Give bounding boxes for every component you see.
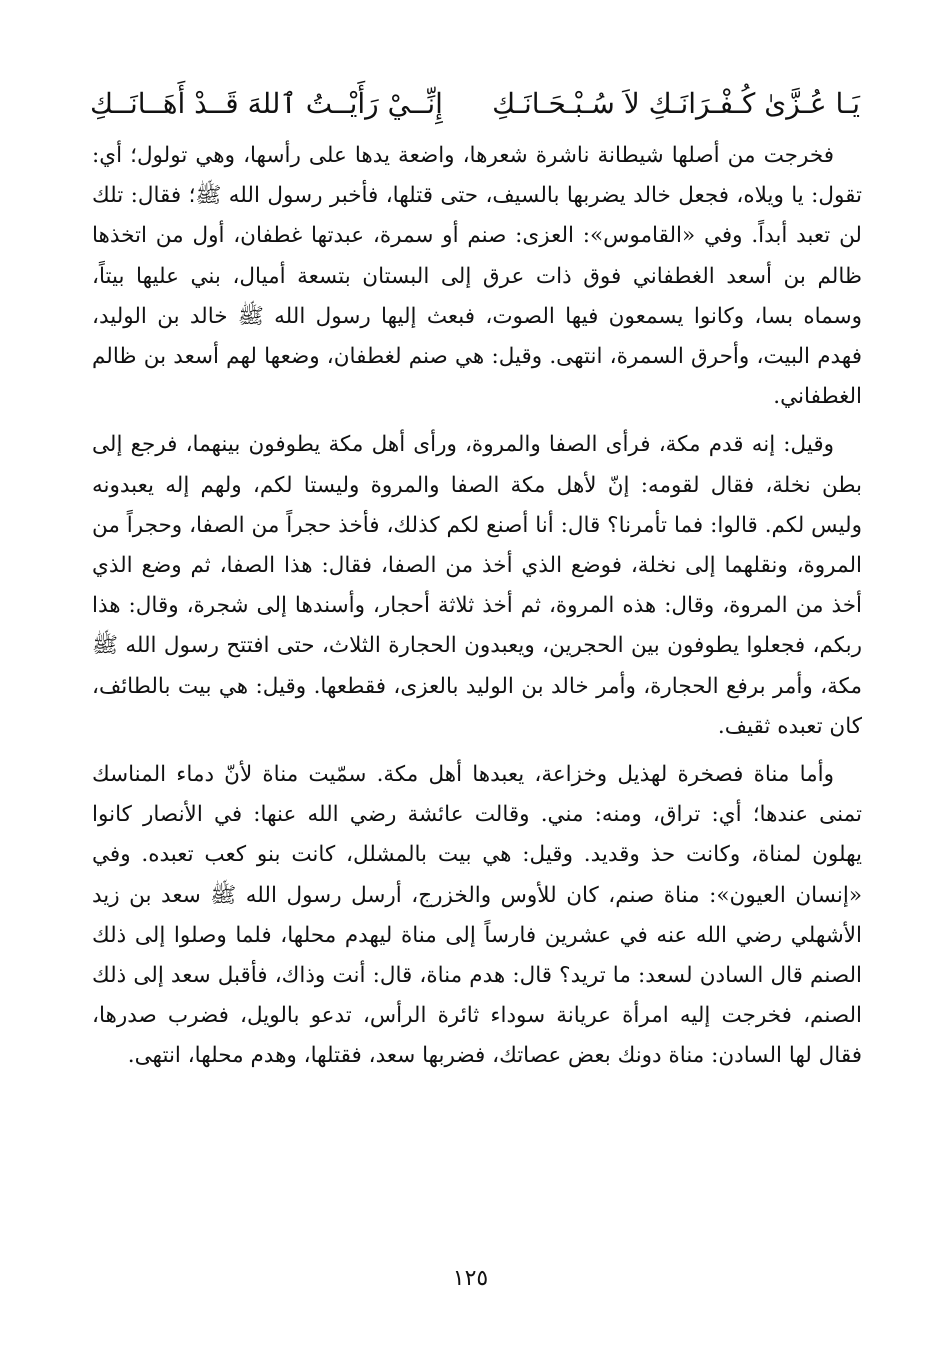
verse-second-hemistich: إِنِّــيْ رَأَيْــتُ ٱللهَ قَــدْ أَهَــانَــكِ — [90, 87, 443, 120]
paragraph-uzza: فخرجت من أصلها شيطانة ناشرة شعرها، واضعة يدها على رأسها، وهي تولول؛ أي: تقول: يا ويلاه، فجعل خالد يضربها بالسيف، حتى قتلها، فأخبر رسول الله ﷺ؛ فقال: تلك لن تعبد أبداً. وفي «القاموس»: العزى: صنم أو سمرة، عبدتها غطفان، أول من اتخذها ظالم بن أسعد الغطفاني فوق ذات عرق إلى البستان بتسعة أميال، بني عليها بيتاً، وسماه بسا، وكانوا يسمعون فيها الصوت، فبعث إليها رسول الله ﷺ خالد بن الوليد، فهدم البيت، وأحرق السمرة، انتهى. وقيل: هي صنم لغطفان، وضعها لهم أسعد بن ظالم الغطفاني. — [92, 143, 862, 410]
paragraph-manat: وأما مناة فصخرة لهذيل وخزاعة، يعبدها أهل مكة. سمّيت مناة لأنّ دماء المناسك تمنى عندها؛ أي: تراق، ومنه: مني. وقالت عائشة رضي الله عنها: في الأنصار كانوا يهلون لمناة، وكانت حذ وقديد. وقيل: هي بيت بالمشلل، كانت بنو كعب تعبده. وفي «إنسان العيون»: مناة صنم، كان للأوس والخزرج، أرسل رسول الله ﷺ سعد بن زيد الأشهلي رضي الله عنه في عشرين فارساً إلى مناة ليهدم محلها، فلما وصلوا إلى ذلك الصنم قال السادن لسعد: ما تريد؟ قال: هدم مناة، قال: أنت وذاك، فأقبل سعد إلى ذلك الصنم، فخرجت إليه امرأة عريانة سوداء ثائرة الرأس، تدعو بالويل، فضرب صدرها، فقال لها السادن: مناة دونك بعض عصاتك، فضربها سعد، فقتلها، وهدم محلها، انتهى. — [92, 762, 862, 1069]
poetry-verse — [90, 82, 860, 126]
main-text — [92, 136, 862, 1077]
paragraph-safa-marwa: وقيل: إنه قدم مكة، فرأى الصفا والمروة، ورأى أهل مكة يطوفون بينهما، فرجع إلى بطن نخلة، فقال لقومه: إنّ لأهل مكة الصفا والمروة وليستا لكم، ولهم إله يعبدونه وليس لكم. قالوا: فما تأمرنا؟ قال: أنا أصنع لكم كذلك، فأخذ حجراً من الصفا، وحجراً من المروة، ونقلهما إلى نخلة، فوضع الذي أخذ من الصفا، فقال: هذا الصفا، ثم وضع الذي أخذ من المروة، وقال: هذه المروة، ثم أخذ ثلاثة أحجار، وأسندها إلى شجرة، وقال: هذا ربكم، فجعلوا يطوفون بين الحجرين، ويعبدون الحجارة الثلاث، حتى افتتح رسول الله ﷺ مكة، وأمر برفع الحجارة، وأمر خالد بن الوليد بالعزى، فقطعها. وقيل: هي بيت بالطائف، كان تعبده ثقيف. — [92, 432, 862, 739]
page-number: ١٢٥ — [452, 1266, 489, 1291]
verse-first-hemistich: يَـا عُـزَّىٰ كُـفْـرَانَـكِ لاَ سُـبْـحَـانَـكِ — [492, 87, 860, 120]
